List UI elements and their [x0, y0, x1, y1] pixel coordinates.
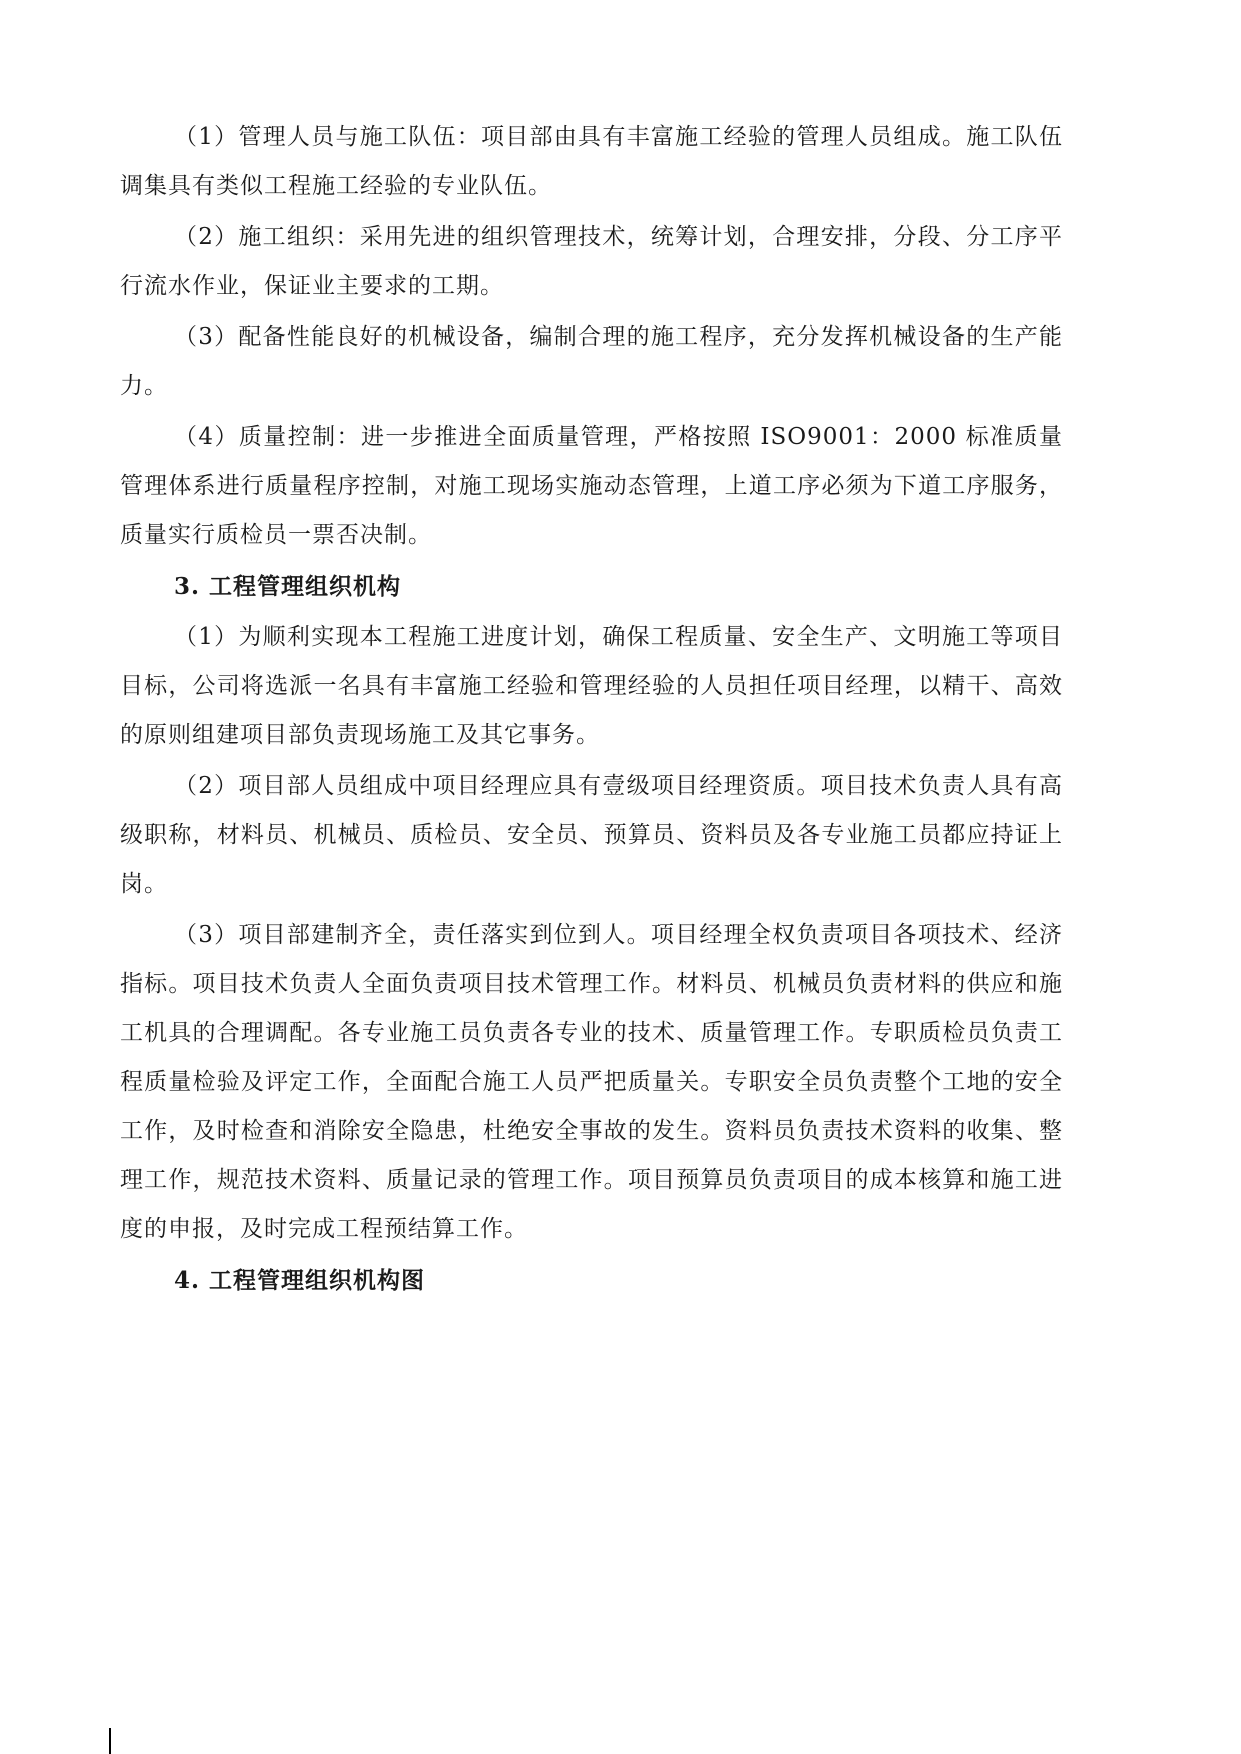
paragraph-management-personnel: （1）管理人员与施工队伍：项目部由具有丰富施工经验的管理人员组成。施工队伍调集具有类似工程施工经验的专业队伍。 [120, 124, 1063, 199]
paragraph-responsibilities: （3）项目部建制齐全，责任落实到位到人。项目经理全权负责项目各项技术、经济指标。项目技术负责人全面负责项目技术管理工作。材料员、机械员负责材料的供应和施工机具的合理调配。各专业施工员负责各专业的技术、质量管理工作。专职质检员负责工程质量检验及评定工作，全面配合施工人员严把质量关。专职安全员负责整个工地的安全工作，及时检查和消除安全隐患，杜绝安全事故的发生。资料员负责技术资料的收集、整理工作，规范技术资料、质量记录的管理工作。项目预算员负责项目的成本核算和施工进度的申报，及时完成工程预结算工作。 [120, 922, 1063, 1242]
paragraph-staff-qualifications: （2）项目部人员组成中项目经理应具有壹级项目经理资质。项目技术负责人具有高级职称，材料员、机械员、质检员、安全员、预算员、资料员及各专业施工员都应持证上岗。 [120, 773, 1063, 897]
paragraph-quality-control: （4）质量控制：进一步推进全面质量管理，严格按照 ISO9001：2000 标准质量管理体系进行质量程序控制，对施工现场实施动态管理，上道工序必须为下道工序服务，质量实行质检员一票否决制。 [120, 424, 1063, 548]
page-corner-mark [109, 1728, 111, 1754]
section-heading-organization: 3. 工程管理组织机构 [174, 573, 402, 600]
paragraph-machinery-equipment: （3）配备性能良好的机械设备，编制合理的施工程序，充分发挥机械设备的生产能力。 [120, 324, 1063, 399]
paragraph-construction-organization: （2）施工组织：采用先进的组织管理技术，统筹计划，合理安排，分段、分工序平行流水作业，保证业主要求的工期。 [120, 224, 1063, 299]
paragraph-project-manager-selection: （1）为顺利实现本工程施工进度计划，确保工程质量、安全生产、文明施工等项目目标，公司将选派一名具有丰富施工经验和管理经验的人员担任项目经理，以精干、高效的原则组建项目部负责现场施工及其它事务。 [120, 624, 1063, 748]
document-body [120, 113, 1063, 1307]
section-heading-organization-chart: 4. 工程管理组织机构图 [174, 1267, 426, 1294]
